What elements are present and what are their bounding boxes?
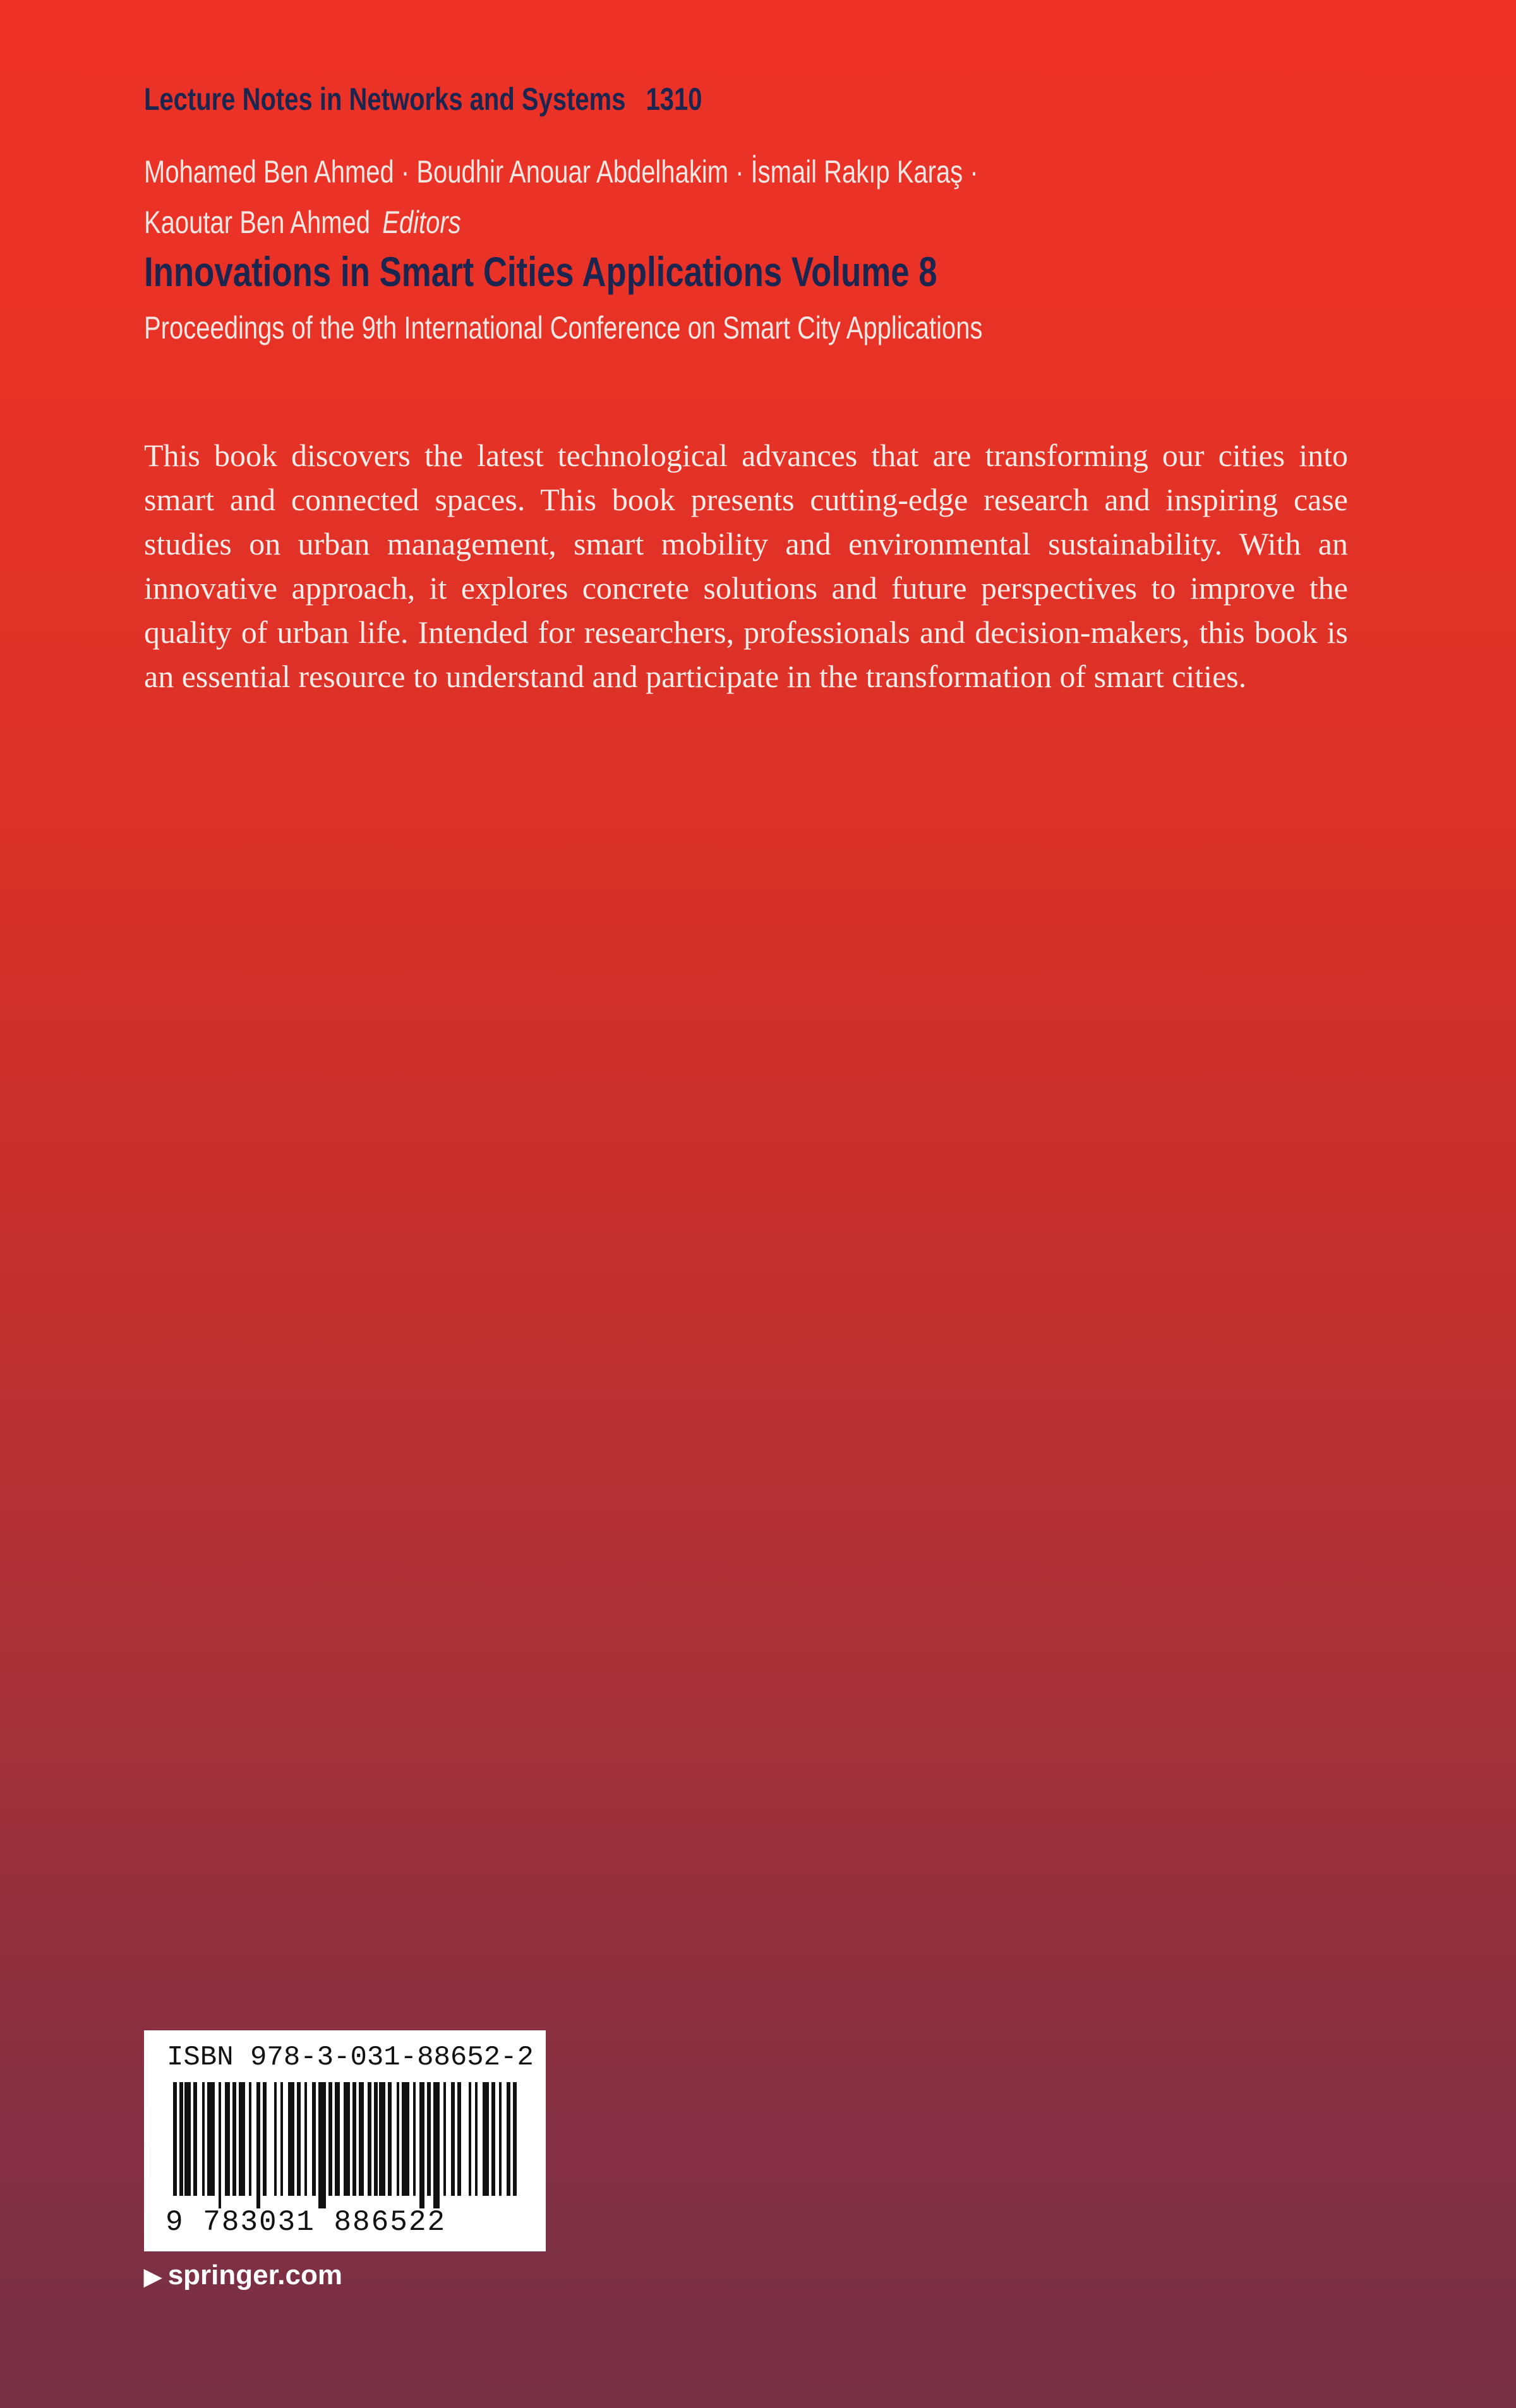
website-link[interactable]	[144, 2260, 342, 2291]
series-line	[144, 81, 702, 117]
barcode-digits: 9 783031 886522	[165, 2206, 447, 2239]
book-title: Innovations in Smart Cities Applications Volume 8	[144, 248, 937, 295]
series-name: Lecture Notes in Networks and Systems	[144, 81, 626, 117]
editor-name: Kaoutar Ben Ahmed	[144, 205, 371, 240]
book-subtitle: Proceedings of the 9th International Conference on Smart City Applications	[144, 310, 983, 345]
triangle-right-icon: ▶	[144, 2263, 162, 2289]
isbn-label: ISBN 978-3-031-88652-2	[167, 2042, 534, 2073]
series-number: 1310	[646, 81, 702, 117]
editors-role: Editors	[382, 205, 461, 240]
barcode-panel	[144, 2030, 546, 2251]
editors-line-2	[144, 197, 978, 248]
editors-line-1: Mohamed Ben Ahmed · Boudhir Anouar Abdelhakim · İsmail Rakıp Karaş ·	[144, 154, 978, 189]
website-text: springer.com	[167, 2260, 342, 2291]
barcode-graphic	[173, 2082, 517, 2208]
book-description: This book discovers the latest technological advances that are transforming our cities into smart and connected spaces. This book presents cutting-edge research and inspiring case studies on urban management, smart mobility and environmental sustainability. With an innovative approach, it explores concrete solutions and future perspectives to improve the quality of urban life. Intended for researchers, professionals and decision-makers, this book is an essential resource to understand and participate in the transformation of smart cities.	[144, 438, 1348, 694]
editors-block	[144, 147, 978, 248]
